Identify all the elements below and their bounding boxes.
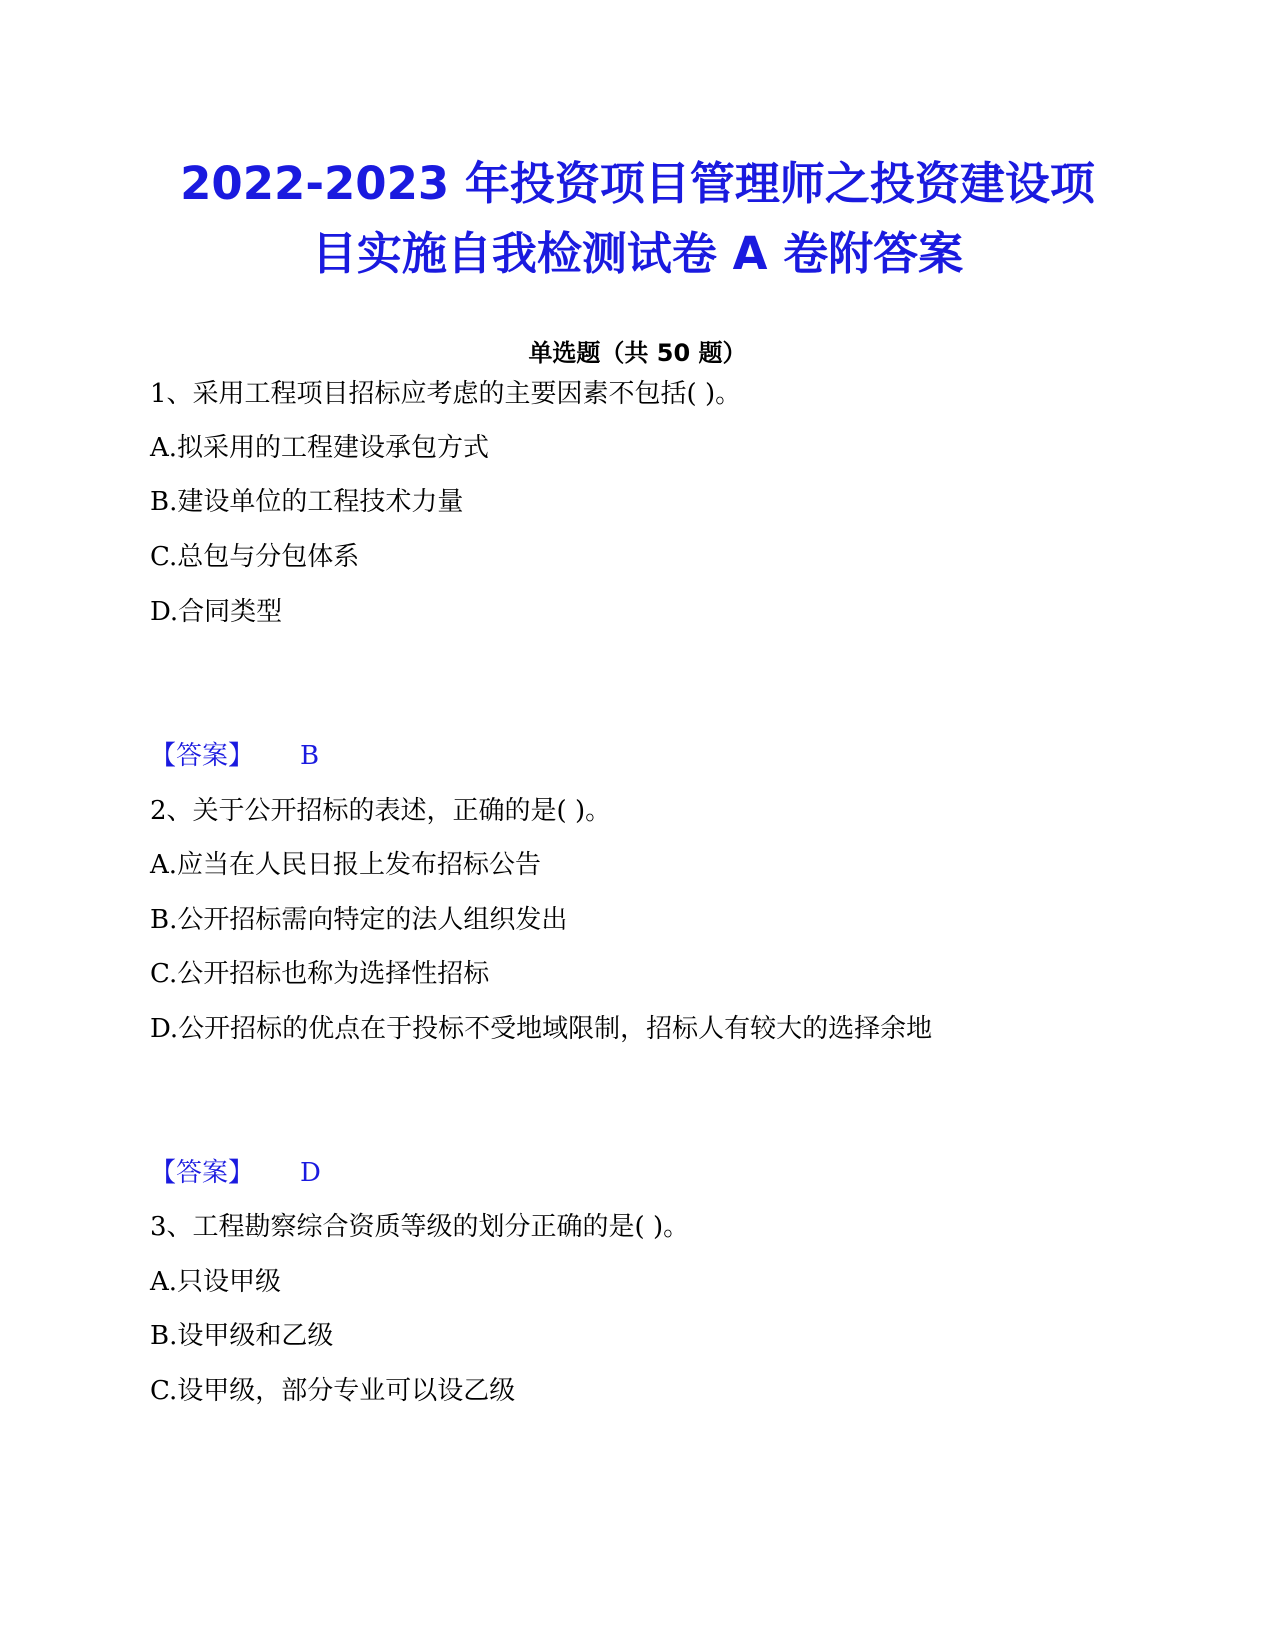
question-1-answer: [150, 738, 319, 774]
section-heading: 单选题（共 50 题）: [528, 339, 747, 367]
answer-label: 【答案】: [150, 741, 255, 771]
question-1-stem: 1、采用工程项目招标应考虑的主要因素不包括( )。: [150, 379, 742, 409]
question-3-option-c: C.设甲级，部分专业可以设乙级: [150, 1376, 516, 1406]
question-1-option-a: A.拟采用的工程建设承包方式: [150, 433, 490, 463]
document-title-line-1: 2022-2023 年投资项目管理师之投资建设项: [180, 157, 1095, 210]
question-1-option-b: B.建设单位的工程技术力量: [150, 487, 464, 517]
question-2-option-b: B.公开招标需向特定的法人组织发出: [150, 905, 568, 935]
document-title-line-2: 目实施自我检测试卷 A 卷附答案: [311, 227, 964, 280]
question-2-answer: [150, 1155, 321, 1191]
question-3-option-b: B.设甲级和乙级: [150, 1321, 334, 1351]
question-3-option-a: A.只设甲级: [150, 1267, 282, 1297]
question-2-option-a: A.应当在人民日报上发布招标公告: [150, 850, 542, 880]
question-2-option-d: D.公开招标的优点在于投标不受地域限制，招标人有较大的选择余地: [150, 1014, 933, 1044]
question-1-option-d: D.合同类型: [150, 597, 283, 627]
question-1-option-c: C.总包与分包体系: [150, 542, 360, 572]
answer-label: 【答案】: [150, 1158, 255, 1188]
question-2-stem: 2、关于公开招标的表述，正确的是( )。: [150, 796, 612, 826]
question-3-stem: 3、工程勘察综合资质等级的划分正确的是( )。: [150, 1212, 690, 1242]
answer-value: D: [300, 1158, 321, 1188]
answer-value: B: [300, 741, 320, 771]
question-2-option-c: C.公开招标也称为选择性招标: [150, 959, 490, 989]
